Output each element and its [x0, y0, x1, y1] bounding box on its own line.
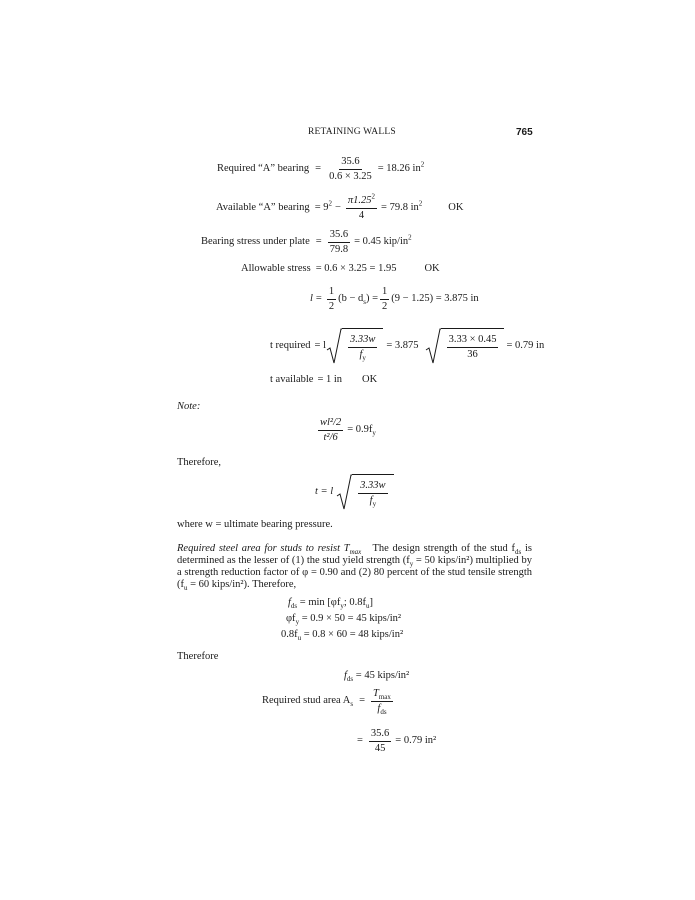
equation-available-a-bearing: Available “A” bearing = $9^2$ − $\frac{\pi 1.25^2}{4}$ = 79.8 $in^2$ OK — [216, 192, 464, 221]
fraction: $\frac{\text{wl²/2}}{\text{t²/6}}$ — [320, 417, 342, 443]
equation-required-stud-area: Required stud area $A_s$ = $\frac{T_{max}}{f_{ds}}$ — [262, 688, 391, 716]
equation-required-a-bearing: Required “A” bearing = $\frac{35.6}{0.6 \times 3.25}$ = 18.26 $in^2$ — [217, 156, 425, 182]
note-label: Note: — [177, 401, 201, 412]
body-paragraph: Required steel area for studs to resist $T_{max}$ The design strength of the stud $f_{ds}$ is determined as the lesser of (1) the stud yield strength ($f_y = 50$ kips/in²) multiplied by a strength reduction factor of φ = 0.90 and (2) 80 percent of the stud tensile strength ($f_u = 60$ kips/in²). Therefore, — [177, 543, 533, 593]
fraction: $\frac{35.6}{0.6 \times 3.25}$ — [329, 156, 372, 182]
fraction: $\frac{T_{max}}{f_{ds}}$ — [373, 688, 391, 716]
equation-l: l = $\frac{1}{2}$ $(b - d_s)$ = $\frac{1}{2}$ (9 − 1.25) = 3.875 in — [310, 286, 479, 312]
eq-label: Allowable stress — [241, 263, 311, 274]
equation-fds-min: $f_{ds} = \min [\varphi f_y$; $0.8f_u$] — [288, 597, 374, 611]
eq-label: Available “A” bearing — [216, 202, 310, 214]
equation-t-available: t available = 1 in OK — [270, 374, 378, 385]
status-ok: OK — [362, 374, 378, 385]
eq-label: Bearing stress under plate — [201, 236, 310, 248]
fraction: $\frac{35.6}{79.8}$ — [329, 229, 349, 255]
running-header: RETAINING WALLS — [308, 127, 396, 137]
fraction: $\frac{1}{2}$ — [328, 286, 335, 312]
fraction: $\frac{\pi 1.25^2}{4}$ — [347, 192, 376, 221]
equation-allowable-stress: Allowable stress = 0.6 × 3.25 = 1.95 OK — [241, 263, 440, 274]
square-root: $\frac{3.33w}{f_y}$ — [336, 474, 393, 510]
equation-stud-area-result: = $\frac{35.6}{45}$ = 0.79 in² — [357, 728, 437, 754]
status-ok: OK — [424, 263, 440, 274]
equation-phi-fy: $\varphi f_y = 0.9 \times 50 = 45$ kips/in² — [286, 613, 402, 627]
fraction: $\frac{1}{2}$ — [382, 286, 388, 312]
square-root: $\frac{3.33w}{f_y}$ — [326, 328, 383, 364]
page-number: 765 — [516, 127, 533, 138]
eq-label: t available — [270, 374, 314, 385]
eq-label: t required — [270, 339, 311, 351]
equation-t-required: t required = l $\frac{3.33w}{f_y}$ = 3.875 $\frac{3.33 \times 0.45}{36}$ = 0.79 in — [270, 328, 544, 364]
eq-label: Required “A” bearing — [217, 163, 310, 175]
equation-t: t = l $\frac{3.33w}{f_y}$ — [315, 474, 394, 510]
square-root: $\frac{3.33 \times 0.45}{36}$ — [425, 328, 505, 364]
where-text: where w = ultimate bearing pressure. — [177, 519, 333, 530]
fraction: $\frac{35.6}{45}$ — [370, 728, 390, 754]
therefore-text: Therefore, — [177, 457, 222, 468]
equation-08fu: $0.8f_u = 0.8 \times 60 = 48$ kips/in² — [281, 629, 404, 643]
eq-label: Required stud area $A_s$ — [262, 695, 354, 709]
equation-bearing-stress: Bearing stress under plate = $\frac{35.6}{79.8}$ = 0.45 kip/$in^2$ — [201, 229, 412, 255]
status-ok: OK — [448, 202, 464, 214]
therefore-text-2: Therefore — [177, 651, 219, 662]
equation-fds-final: $f_{ds} = 45$ kips/in² — [344, 670, 410, 684]
equation-note: $\frac{\text{wl²/2}}{\text{t²/6}}$ = $0.9f_y$ — [320, 417, 376, 443]
